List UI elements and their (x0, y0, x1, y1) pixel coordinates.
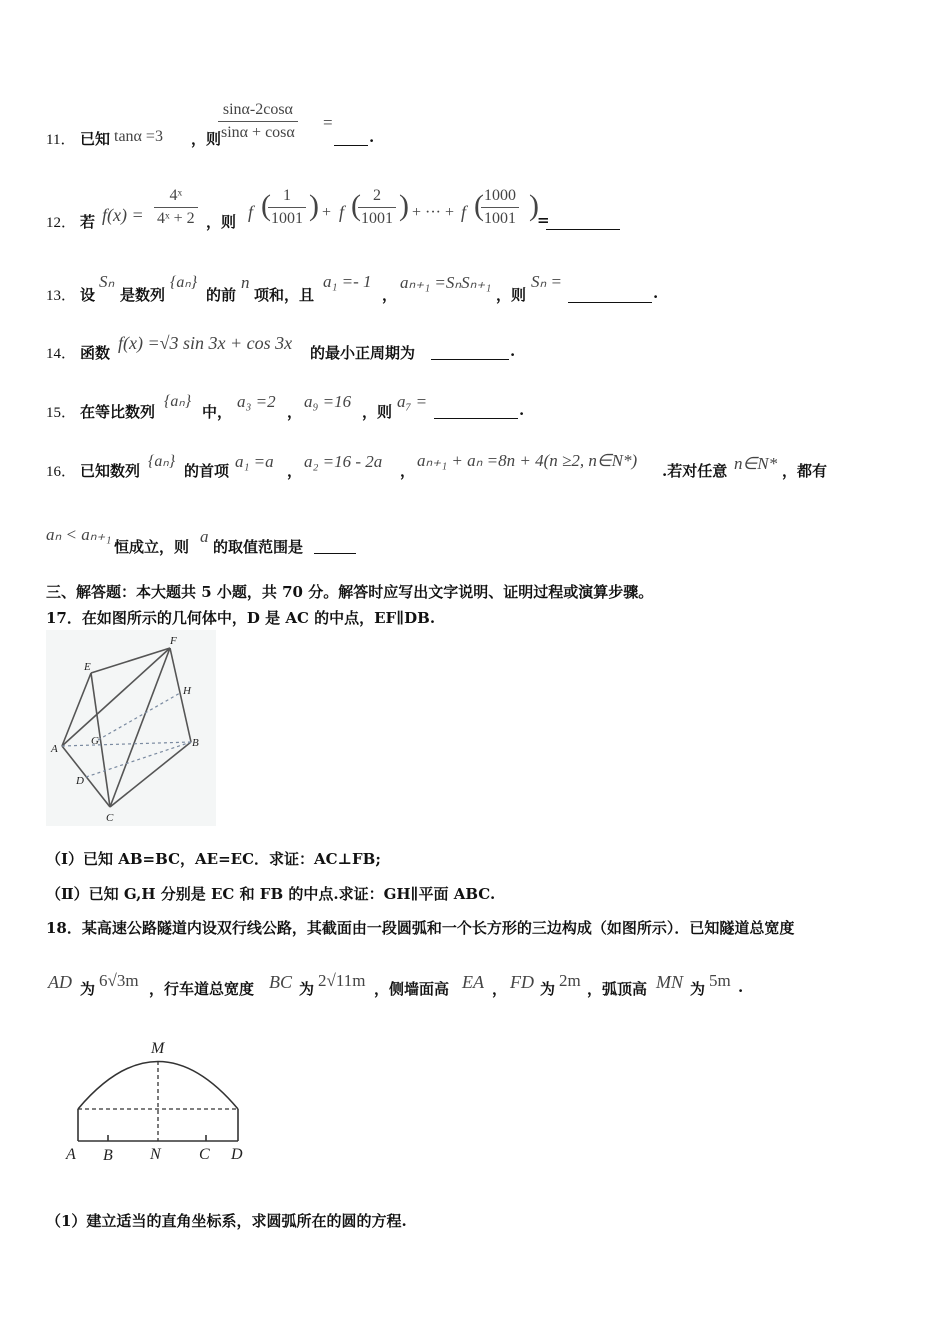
question-17-text: 17．在如图所示的几何体中，D 是 AC 的中点，EF∥DB. (46, 609, 436, 627)
q18-fd-value: 2m (559, 971, 581, 990)
q18-t7: ，弧顶高 (587, 980, 648, 998)
q12-f3: f (461, 202, 467, 222)
q12-plus-1: + (322, 204, 332, 221)
section-3-heading: 三、解答题：本大题共 5 小题，共 70 分。解答时应写出文字说明、证明过程或演算步骤。 (46, 583, 654, 601)
q17-label-B: B (192, 737, 199, 749)
q18-label-C: C (199, 1146, 210, 1163)
q14-expression: f(x) =√3 sin 3x + cos 3x (118, 333, 293, 353)
q16-t5: ，都有 (782, 462, 828, 480)
q18-t8: 为 (690, 980, 706, 998)
q12-fraction-2 (358, 187, 396, 228)
q13-t4: 项和，且 (254, 286, 315, 304)
q15-a7: a₇ = (397, 392, 428, 411)
question-18-text: 18．某高速公路隧道内设双行线公路，其截面由一段圆弧和一个长方形的三边构成（如图所示）．已知隧道总宽度 (46, 919, 795, 937)
q13-an: {aₙ} (170, 274, 198, 291)
q15-a9: a₉ =16 (304, 392, 352, 411)
q18-ad-value: 6√3m (99, 971, 139, 990)
q11-pre: 已知 (80, 130, 111, 148)
q12-f1: f (248, 202, 254, 222)
q18-label-D: D (231, 1146, 243, 1163)
q18-t3: 为 (299, 980, 315, 998)
q12-equals: = (537, 211, 550, 229)
q16-t6: 恒成立，则 (114, 538, 190, 556)
q13-t2: 是数列 (120, 286, 166, 304)
q18-t2: ，行车道总宽度 (149, 980, 255, 998)
q12-paren-open-3: ( (474, 189, 484, 222)
q12-f3-num: 1000 (481, 187, 519, 208)
q14-end: . (510, 342, 516, 360)
q16-inequality: aₙ < aₙ₊₁ (46, 525, 112, 544)
q12-answer-blank (546, 215, 620, 230)
q12-paren-open-2: ( (351, 189, 361, 222)
q13-end: . (653, 284, 659, 302)
q12-pre: 若 (80, 213, 96, 231)
q17-label-A: A (51, 743, 58, 755)
q13-t3: 的前 (206, 286, 237, 304)
q16-number: 16． (46, 464, 77, 480)
q12-mid: ，则 (206, 213, 237, 231)
q14-number: 14． (46, 346, 77, 362)
q13-t1: 设 (80, 286, 96, 304)
q16-a: a (200, 527, 209, 546)
q18-label-A: A (66, 1146, 76, 1163)
q12-number: 12． (46, 215, 77, 231)
q12-f1-num: 1 (268, 187, 306, 208)
q17-label-G: G (91, 735, 99, 747)
question-17-part2: （Ⅱ）已知 G,H 分别是 EC 和 FB 的中点.求证：GH∥平面 ABC. (46, 885, 496, 903)
q11-end: . (369, 128, 375, 146)
q13-t5: ， (382, 286, 398, 304)
q18-ad: AD (48, 972, 72, 992)
q12-paren-close-1: ) (309, 189, 319, 222)
q13-t6: ，则 (496, 286, 527, 304)
q12-f2-num: 2 (358, 187, 396, 208)
q15-end: . (519, 401, 525, 419)
q18-label-M: M (151, 1040, 165, 1057)
q11-denominator: sinα + cosα (221, 124, 295, 141)
question-14 (46, 333, 646, 363)
q17-figure (46, 630, 216, 826)
q15-t3: ，则 (362, 403, 393, 421)
q12-paren-open-1: ( (261, 189, 271, 222)
q18-t4: ，侧墙面高 (374, 980, 450, 998)
q12-function: f(x) = (102, 205, 144, 225)
q17-figure-bg (46, 630, 216, 826)
q15-t2: ， (287, 403, 303, 421)
question-18-part1: （1）建立适当的直角坐标系，求圆弧所在的圆的方程. (46, 1212, 407, 1230)
q12-main-num: 4ˣ (154, 187, 198, 208)
q12-dots: + ··· + (412, 204, 455, 221)
question-18-line2 (46, 966, 766, 1000)
question-15 (46, 390, 646, 422)
q14-pre: 函数 (80, 344, 111, 362)
q15-an: {aₙ} (164, 393, 192, 410)
q12-f3-den: 1001 (484, 210, 516, 227)
q11-fraction (218, 101, 298, 142)
q15-a3: a₃ =2 (237, 392, 276, 411)
q15-t1: 中， (202, 403, 233, 421)
q16-t3: ， (400, 462, 416, 480)
q11-mid: ，则 (191, 130, 222, 148)
q13-recurrence: aₙ₊₁ =SₙSₙ₊₁ (400, 273, 492, 292)
q16-t1: 的首项 (184, 462, 230, 480)
q12-f2-den: 1001 (361, 210, 393, 227)
q11-numerator: sinα-2cosα (218, 101, 298, 122)
q15-pre: 在等比数列 (80, 403, 156, 421)
q12-fraction-3 (481, 187, 519, 228)
q17-label-D: D (76, 775, 84, 787)
q14-answer-blank (431, 345, 509, 360)
q13-sn-eq: Sₙ = (531, 272, 562, 291)
q12-f2: f (339, 202, 345, 222)
q17-label-C: C (106, 812, 114, 824)
q15-answer-blank (434, 404, 518, 419)
q16-a1: a₁ =a (235, 452, 274, 471)
question-16-line2 (46, 523, 446, 555)
q13-number: 13． (46, 288, 77, 304)
q11-condition: tanα =3 (114, 128, 163, 145)
q12-paren-close-2: ) (399, 189, 409, 222)
q16-an: {aₙ} (148, 453, 176, 470)
q16-a2: a₂ =16 - 2a (304, 452, 383, 471)
q16-n-in-N: n∈N* (734, 454, 778, 473)
q13-sn: Sₙ (99, 272, 115, 291)
q11-answer-blank (334, 130, 368, 146)
q17-label-E: E (84, 661, 91, 673)
q12-f1-den: 1001 (271, 210, 303, 227)
q12-main-den: 4ˣ + 2 (157, 210, 195, 227)
q13-n: n (241, 273, 250, 292)
q16-answer-blank (314, 539, 356, 554)
q11-equals: = (323, 113, 333, 132)
q16-t7: 的取值范围是 (213, 538, 304, 556)
q18-end: . (738, 978, 744, 996)
q15-number: 15． (46, 405, 77, 421)
q12-fraction-1 (268, 187, 306, 228)
q18-mn: MN (656, 972, 683, 992)
q18-ea: EA (462, 972, 484, 992)
q13-answer-blank (568, 288, 652, 303)
q17-label-F: F (170, 635, 177, 647)
q14-post: 的最小正周期为 (310, 344, 416, 362)
q18-label-N: N (150, 1146, 161, 1163)
q16-recurrence: aₙ₊₁ + aₙ =8n + 4(n ≥2, n∈N*) (417, 451, 638, 470)
q12-paren-close-3: ) (529, 189, 539, 222)
q18-mn-value: 5m (709, 971, 731, 990)
q18-bc-value: 2√11m (318, 971, 366, 990)
q16-pre: 已知数列 (80, 462, 141, 480)
question-13 (46, 268, 746, 302)
q11-number: 11． (46, 132, 76, 148)
q18-t5: ， (492, 980, 508, 998)
q18-t1: 为 (80, 980, 96, 998)
q12-fraction-main (154, 187, 198, 228)
q18-figure (58, 1034, 258, 1166)
q16-t2: ， (287, 462, 303, 480)
q16-t4: .若对任意 (662, 462, 728, 480)
question-17-part1: （Ⅰ）已知 AB=BC，AE=EC．求证：AC⊥FB; (46, 850, 381, 868)
q18-t6: 为 (540, 980, 556, 998)
q18-label-B: B (103, 1147, 113, 1164)
q18-bc: BC (269, 972, 293, 992)
q18-fd: FD (510, 972, 534, 992)
q17-label-H: H (183, 685, 191, 697)
q13-a1: a₁ =- 1 (323, 272, 372, 291)
question-16 (46, 448, 906, 482)
